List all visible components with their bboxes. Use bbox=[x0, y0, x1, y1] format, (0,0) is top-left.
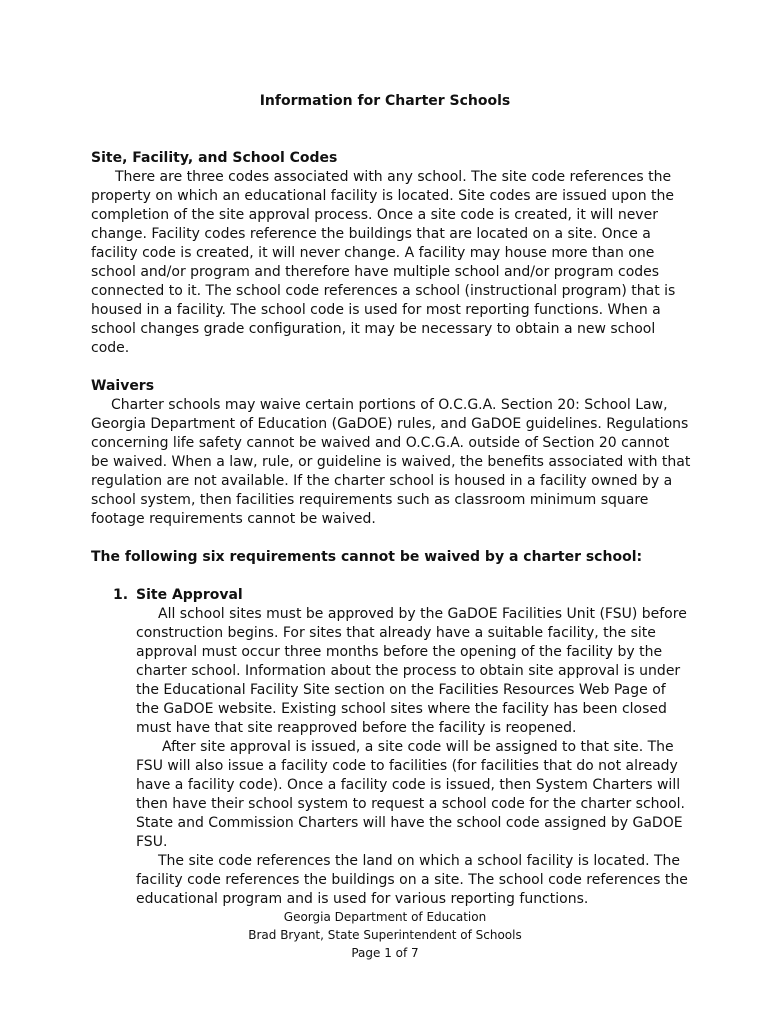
document-title: Information for Charter Schools bbox=[259, 93, 511, 109]
spacer bbox=[91, 567, 691, 586]
list-item-paragraph: The site code references the land on which a school facility is located. The facility code references the buildings on a site. The school code references the educational program and is used for various reporting functions. bbox=[136, 853, 688, 907]
section-heading-waivers: Waivers bbox=[91, 378, 155, 394]
section-heading-requirements: The following six requirements cannot be waived by a charter school: bbox=[91, 549, 643, 565]
footer-organization: Georgia Department of Education bbox=[283, 910, 487, 924]
footer-page-number: Page 1 of 7 bbox=[351, 946, 419, 960]
section-waivers bbox=[91, 377, 691, 529]
list-item-paragraph: All school sites must be approved by the GaDOE Facilities Unit (FSU) before construction begins. For sites that already have a suitable facility, the site approval must occur three months before the opening of the facility by the charter school. Information about the process to obtain site approval is under the Educational Facility Site section on the Facilities Resources Web Page of the GaDOE website. Existing school sites where the facility has been closed must have that site reapproved before the facility is reopened. bbox=[136, 606, 687, 736]
list-item-paragraph: After site approval is issued, a site code will be assigned to that site. The FSU will also issue a facility code to facilities (for facilities that do not already have a facility code). Once a facility code is issued, then System Charters will then have their school system to request a school code for the charter school. State and Commission Charters will have the school code assigned by GaDOE FSU. bbox=[136, 739, 685, 850]
list-item bbox=[91, 586, 691, 909]
section-paragraph-codes: There are three codes associated with any school. The site code references the property on which an educational facility is located. Site codes are issued upon the completion of the site approval process. Once a site code is created, it will never change. Facility codes reference the buildings that are located on a site. Once a facility code is created, it will never change. A facility may house more than one school and/or program and therefore have multiple school and/or program codes connected to it. The school code references a school (instructional program) that is housed in a facility. The school code is used for most reporting functions. When a school changes grade configuration, it may be necessary to obtain a new school code. bbox=[91, 169, 676, 356]
section-paragraph-waivers: Charter schools may waive certain portions of O.C.G.A. Section 20: School Law, Georgia Department of Education (GaDOE) rules, and GaDOE guidelines. Regulations concerning life safety cannot be waived and O.C.G.A. outside of Section 20 cannot be waived. When a law, rule, or guideline is waived, the benefits associated with that regulation are not available. If the charter school is housed in a facility owned by a school system, then facilities requirements such as classroom minimum square footage requirements cannot be waived. bbox=[91, 397, 691, 527]
footer-superintendent: Brad Bryant, State Superintendent of Schools bbox=[248, 928, 522, 942]
spacer bbox=[91, 358, 691, 377]
requirements-list bbox=[91, 586, 691, 909]
document-body bbox=[91, 149, 691, 909]
section-codes bbox=[91, 149, 691, 358]
list-item-title: Site Approval bbox=[136, 587, 243, 603]
section-requirements bbox=[91, 548, 691, 909]
spacer bbox=[91, 529, 691, 548]
page-footer bbox=[0, 908, 770, 962]
section-heading-codes: Site, Facility, and School Codes bbox=[91, 150, 338, 166]
list-item-number: 1. bbox=[113, 587, 129, 603]
